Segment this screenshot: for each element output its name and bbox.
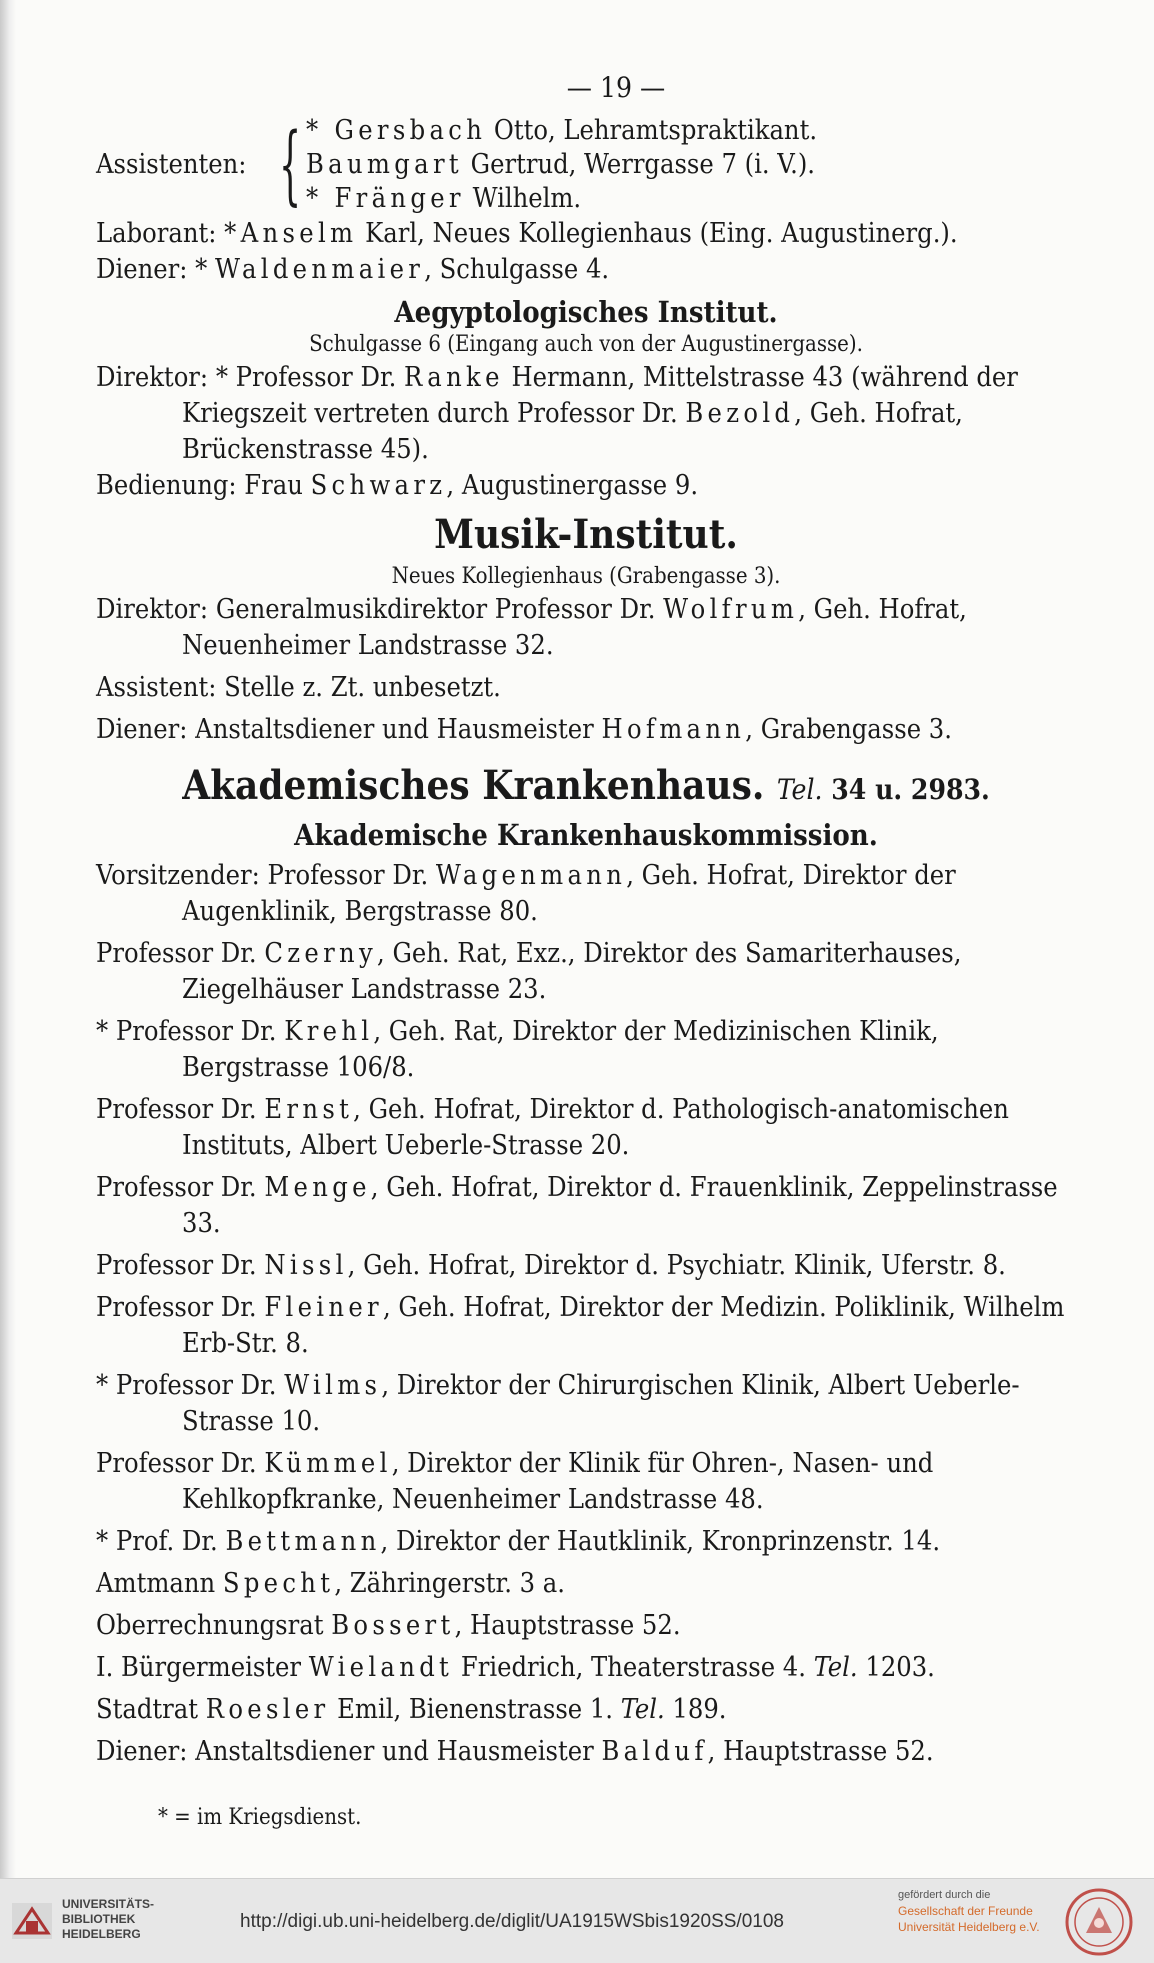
- kommission-entry: [96, 1524, 1076, 1560]
- entry-detail: , Geh. Hofrat, Direktor d. Psychiatr. Klinik, Uferstr. 8.: [347, 1250, 1006, 1281]
- section-subtitle-aegyptologie: Schulgasse 6 (Eingang auch von der Augustinergasse).: [309, 332, 863, 357]
- entry-name: Wolfrum: [663, 594, 799, 625]
- entry-name: Hofmann: [601, 714, 746, 745]
- entry-detail: , Hauptstrasse 52.: [707, 1736, 934, 1767]
- kommission-entry: [96, 858, 1076, 930]
- entry-prefix: Vorsitzender: Professor Dr.: [96, 860, 436, 891]
- assistent-entry: [306, 114, 817, 148]
- section-heading-krankenhaus: [96, 758, 1076, 818]
- curly-brace-icon: {: [278, 115, 302, 215]
- footnote: * = im Kriegsdienst.: [158, 1805, 362, 1830]
- entry-name: Ranke: [404, 362, 504, 393]
- entry-name: Wielandt: [308, 1652, 454, 1683]
- library-name: [62, 1897, 154, 1942]
- entry-detail: , Geh. Rat, Direktor der Medizinischen Klinik, Bergstrasse 106/8.: [182, 1016, 939, 1083]
- entry-detail: , Geh. Hofrat, Direktor d. Frauenklinik, Zeppelinstrasse 33.: [182, 1172, 1058, 1239]
- entry-prefix: Professor Dr.: [96, 1292, 265, 1323]
- sponsor-credit: [898, 1887, 1040, 1935]
- entry-name: Roesler: [205, 1694, 330, 1725]
- musik-diener-entry: [96, 712, 1076, 748]
- kommission-entries: [96, 858, 1076, 1770]
- krankenhaus-telephone: [777, 773, 990, 806]
- musik-assistent-entry: Assistent: Stelle z. Zt. unbesetzt.: [96, 672, 501, 703]
- entry-name: Balduf: [601, 1736, 708, 1767]
- entry-prefix: * Professor Dr.: [96, 1370, 285, 1401]
- aegypt-direktor-entry: [96, 360, 1076, 468]
- entry-detail: , Geh. Hofrat, Direktor der Medizin. Poliklinik, Wilhelm Erb-Str. 8.: [182, 1292, 1065, 1359]
- kommission-entry: [96, 1650, 1076, 1686]
- tel-label: Tel.: [813, 1652, 858, 1683]
- diener-label: Diener: *: [96, 254, 215, 285]
- kommission-entry: [96, 936, 1076, 1008]
- entry-prefix: Bedienung: Frau: [96, 470, 311, 501]
- page-text: [96, 70, 1076, 1836]
- entry-prefix: Professor Dr.: [96, 1250, 265, 1281]
- entry-detail: , Zähringerstr. 3 a.: [334, 1568, 565, 1599]
- sponsor-line: Gesellschaft der Freunde: [898, 1904, 1033, 1918]
- entry-prefix: Diener: Anstaltsdiener und Hausmeister: [96, 714, 602, 745]
- kommission-entry: [96, 1248, 1076, 1284]
- entry-prefix: * Professor Dr.: [96, 1016, 285, 1047]
- tel-value: 34 u. 2983.: [822, 773, 990, 806]
- assistent-name: * Fränger: [306, 183, 465, 214]
- entry-name: Bettmann: [225, 1526, 381, 1557]
- kommission-entry: [96, 1290, 1076, 1362]
- entry-prefix: Professor Dr.: [96, 938, 265, 969]
- entry-prefix: Diener: Anstaltsdiener und Hausmeister: [96, 1736, 602, 1767]
- sponsor-line: Universität Heidelberg e.V.: [898, 1920, 1040, 1934]
- entry-name: Menge: [264, 1172, 371, 1203]
- assistent-detail: Gertrud, Werrgasse 7 (i. V.).: [462, 149, 816, 180]
- entry-prefix: Oberrechnungsrat: [96, 1610, 332, 1641]
- assistenten-list: [306, 114, 817, 216]
- library-name-line: HEIDELBERG: [62, 1927, 141, 1941]
- section-heading-kommission: Akademische Krankenhauskommission.: [294, 818, 878, 852]
- tel-label: Tel.: [620, 1694, 665, 1725]
- entry-prefix: Direktor: Generalmusikdirektor Professor Dr.: [96, 594, 664, 625]
- entry-detail: , Direktor der Hautklinik, Kronprinzenstr. 14.: [380, 1526, 941, 1557]
- entry-name: Bezold: [685, 398, 795, 429]
- library-name-line: UNIVERSITÄTS-: [62, 1897, 155, 1911]
- university-seal-icon: [1064, 1887, 1134, 1957]
- kommission-entry: [96, 1170, 1076, 1242]
- assistent-detail: Otto, Lehramtspraktikant.: [486, 115, 818, 146]
- diener-detail: , Schulgasse 4.: [424, 254, 610, 285]
- entry-name: Fleiner: [264, 1292, 383, 1323]
- entry-name: Wagenmann: [435, 860, 627, 891]
- entry-detail: , Geh. Hofrat, Neuenheimer Landstrasse 32.: [182, 594, 967, 661]
- permalink-url[interactable]: http://digi.ub.uni-heidelberg.de/diglit/UA1915WSbis1920SS/0108: [240, 1911, 784, 1932]
- assistenten-label: Assistenten:: [96, 149, 247, 180]
- entry-prefix: * Prof. Dr.: [96, 1526, 226, 1557]
- laborant-name: *Anselm: [224, 218, 358, 249]
- diener-name: Waldenmaier: [215, 254, 425, 285]
- entry-name: Wilms: [284, 1370, 382, 1401]
- section-heading-musik: Musik-Institut.: [434, 511, 738, 558]
- entry-detail: Friedrich, Theaterstrasse 4.: [453, 1652, 814, 1683]
- entry-detail: , Grabengasse 3.: [745, 714, 952, 745]
- tel-label: Tel.: [776, 773, 823, 806]
- entry-detail: , Geh. Rat, Exz., Direktor des Samariterhauses, Ziegelhäuser Landstrasse 23.: [182, 938, 962, 1005]
- entry-name: Czerny: [264, 938, 378, 969]
- laborant-entry: [96, 216, 1076, 252]
- assistent-entry: [306, 148, 817, 182]
- sponsor-intro: gefördert durch die: [898, 1889, 991, 1901]
- kommission-entry: [96, 1368, 1076, 1440]
- entry-detail: , Hauptstrasse 52.: [454, 1610, 681, 1641]
- entry-name: Ernst: [264, 1094, 354, 1125]
- kommission-entry: [96, 1692, 1076, 1728]
- entry-detail: , Direktor der Chirurgischen Klinik, Albert Ueberle-Strasse 10.: [182, 1370, 1020, 1437]
- assistenten-block: [96, 114, 1076, 216]
- kommission-entry: [96, 1734, 1076, 1770]
- kommission-entry: [96, 1014, 1076, 1086]
- entry-prefix: Stadtrat: [96, 1694, 206, 1725]
- assistent-entry: [306, 182, 817, 216]
- entry-prefix: I. Bürgermeister: [96, 1652, 309, 1683]
- entry-prefix: Amtmann: [96, 1568, 223, 1599]
- section-heading-aegyptologie: Aegyptologisches Institut.: [394, 295, 778, 329]
- tel-value: 189.: [664, 1694, 727, 1725]
- entry-detail: , Augustinergasse 9.: [446, 470, 699, 501]
- laborant-detail: Karl, Neues Kollegienhaus (Eing. Augustinerg.).: [357, 218, 958, 249]
- university-library-logo-icon: [10, 1899, 54, 1943]
- entry-name: Krehl: [284, 1016, 374, 1047]
- entry-name: Kümmel: [264, 1448, 392, 1479]
- assistent-name: Baumgart: [306, 149, 463, 180]
- kommission-entry: [96, 1092, 1076, 1164]
- laborant-label: Laborant:: [96, 218, 225, 249]
- musik-direktor-entry: [96, 592, 1076, 664]
- entry-name: Bossert: [331, 1610, 455, 1641]
- entry-detail: , Geh. Hofrat, Brückenstrasse 45).: [182, 398, 963, 465]
- entry-prefix: Direktor: * Professor Dr.: [96, 362, 405, 393]
- kommission-entry: [96, 1608, 1076, 1644]
- entry-detail: Hermann, Mittelstrasse 43 (während der Kriegszeit vertreten durch Professor Dr.: [182, 362, 1018, 429]
- entry-detail: Emil, Bienenstrasse 1.: [329, 1694, 621, 1725]
- entry-name: Schwarz: [310, 470, 447, 501]
- krankenhaus-title: Akademisches Krankenhaus.: [182, 762, 765, 809]
- scan-edge-shadow: [0, 0, 16, 1878]
- tel-value: 1203.: [857, 1652, 935, 1683]
- library-name-line: BIBLIOTHEK: [62, 1912, 136, 1926]
- entry-detail: , Direktor der Klinik für Ohren-, Nasen- und Kehlkopfkranke, Neuenheimer Landstrasse 48.: [182, 1448, 934, 1515]
- entry-name: Nissl: [264, 1250, 348, 1281]
- assistent-detail: Wilhelm.: [464, 183, 582, 214]
- kommission-entry: [96, 1446, 1076, 1518]
- aegypt-bedienung-entry: [96, 468, 1076, 504]
- entry-prefix: Professor Dr.: [96, 1448, 265, 1479]
- entry-prefix: Professor Dr.: [96, 1094, 265, 1125]
- entry-detail: , Geh. Hofrat, Direktor d. Pathologisch-anatomischen Instituts, Albert Ueberle-Strasse 20.: [182, 1094, 1009, 1161]
- page-number: — 19 —: [566, 71, 666, 104]
- entry-name: Specht: [222, 1568, 335, 1599]
- footer-bar: [0, 1878, 1154, 1963]
- entry-prefix: Professor Dr.: [96, 1172, 265, 1203]
- kommission-entry: [96, 1566, 1076, 1602]
- entry-detail: , Geh. Hofrat, Direktor der Augenklinik, Bergstrasse 80.: [182, 860, 956, 927]
- diener-entry: [96, 252, 1076, 288]
- assistent-name: * Gersbach: [306, 115, 487, 146]
- section-subtitle-musik: Neues Kollegienhaus (Grabengasse 3).: [391, 564, 781, 589]
